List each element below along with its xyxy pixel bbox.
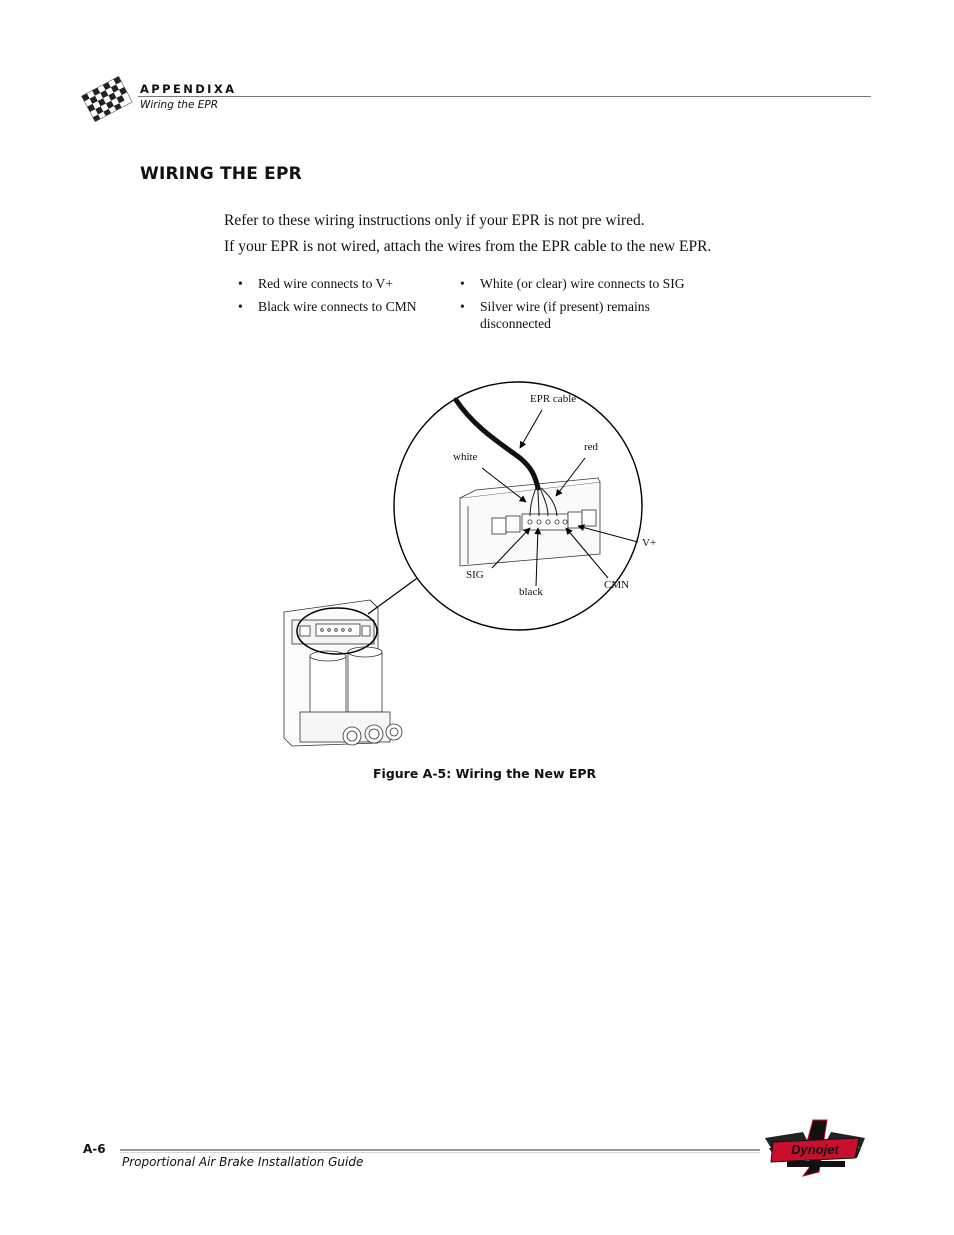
bullet-marker: • — [238, 276, 243, 291]
page-number: A-6 — [83, 1142, 106, 1156]
checkered-flag-icon — [80, 76, 136, 122]
paragraph: Refer to these wiring instructions only if your EPR is not pre wired. — [224, 212, 645, 229]
bullet-marker: • — [460, 299, 465, 314]
label-sig: SIG — [466, 569, 484, 581]
label-epr-cable: EPR cable — [530, 393, 577, 405]
label-red: red — [584, 441, 599, 453]
list-item-text: Silver wire (if present) remains disconnected — [480, 299, 650, 331]
bullet-marker: • — [238, 299, 243, 314]
callout-line — [368, 576, 420, 614]
paragraph: If your EPR is not wired, attach the wires from the EPR cable to the new EPR. — [224, 238, 712, 255]
epr-unit-drawing — [284, 600, 402, 746]
label-black: black — [519, 586, 543, 598]
footer-rule-thin — [120, 1152, 760, 1153]
epr-wiring-diagram — [270, 368, 700, 760]
footer-doc-title: Proportional Air Brake Installation Guide — [122, 1155, 364, 1169]
list-item-text: Black wire connects to CMN — [258, 299, 417, 314]
label-cmn: CMN — [604, 579, 630, 591]
header-rule — [138, 96, 871, 97]
header-section-label: APPENDIXA — [140, 82, 237, 96]
list-item-text: White (or clear) wire connects to SIG — [480, 276, 685, 291]
label-white: white — [453, 451, 478, 463]
section-title: WIRING THE EPR — [140, 164, 302, 184]
footer-rule — [120, 1149, 760, 1151]
bullet-marker: • — [460, 276, 465, 291]
logo-text: Dynojet — [791, 1142, 839, 1157]
label-vplus: V+ — [642, 537, 657, 549]
list-item-text: Red wire connects to V+ — [258, 276, 394, 291]
dynojet-logo-icon — [763, 1118, 867, 1182]
figure-caption: Figure A-5: Wiring the New EPR — [373, 766, 597, 781]
wiring-figure — [270, 368, 700, 760]
header-subtitle: Wiring the EPR — [140, 99, 219, 111]
terminal-block-drawing — [460, 478, 600, 566]
